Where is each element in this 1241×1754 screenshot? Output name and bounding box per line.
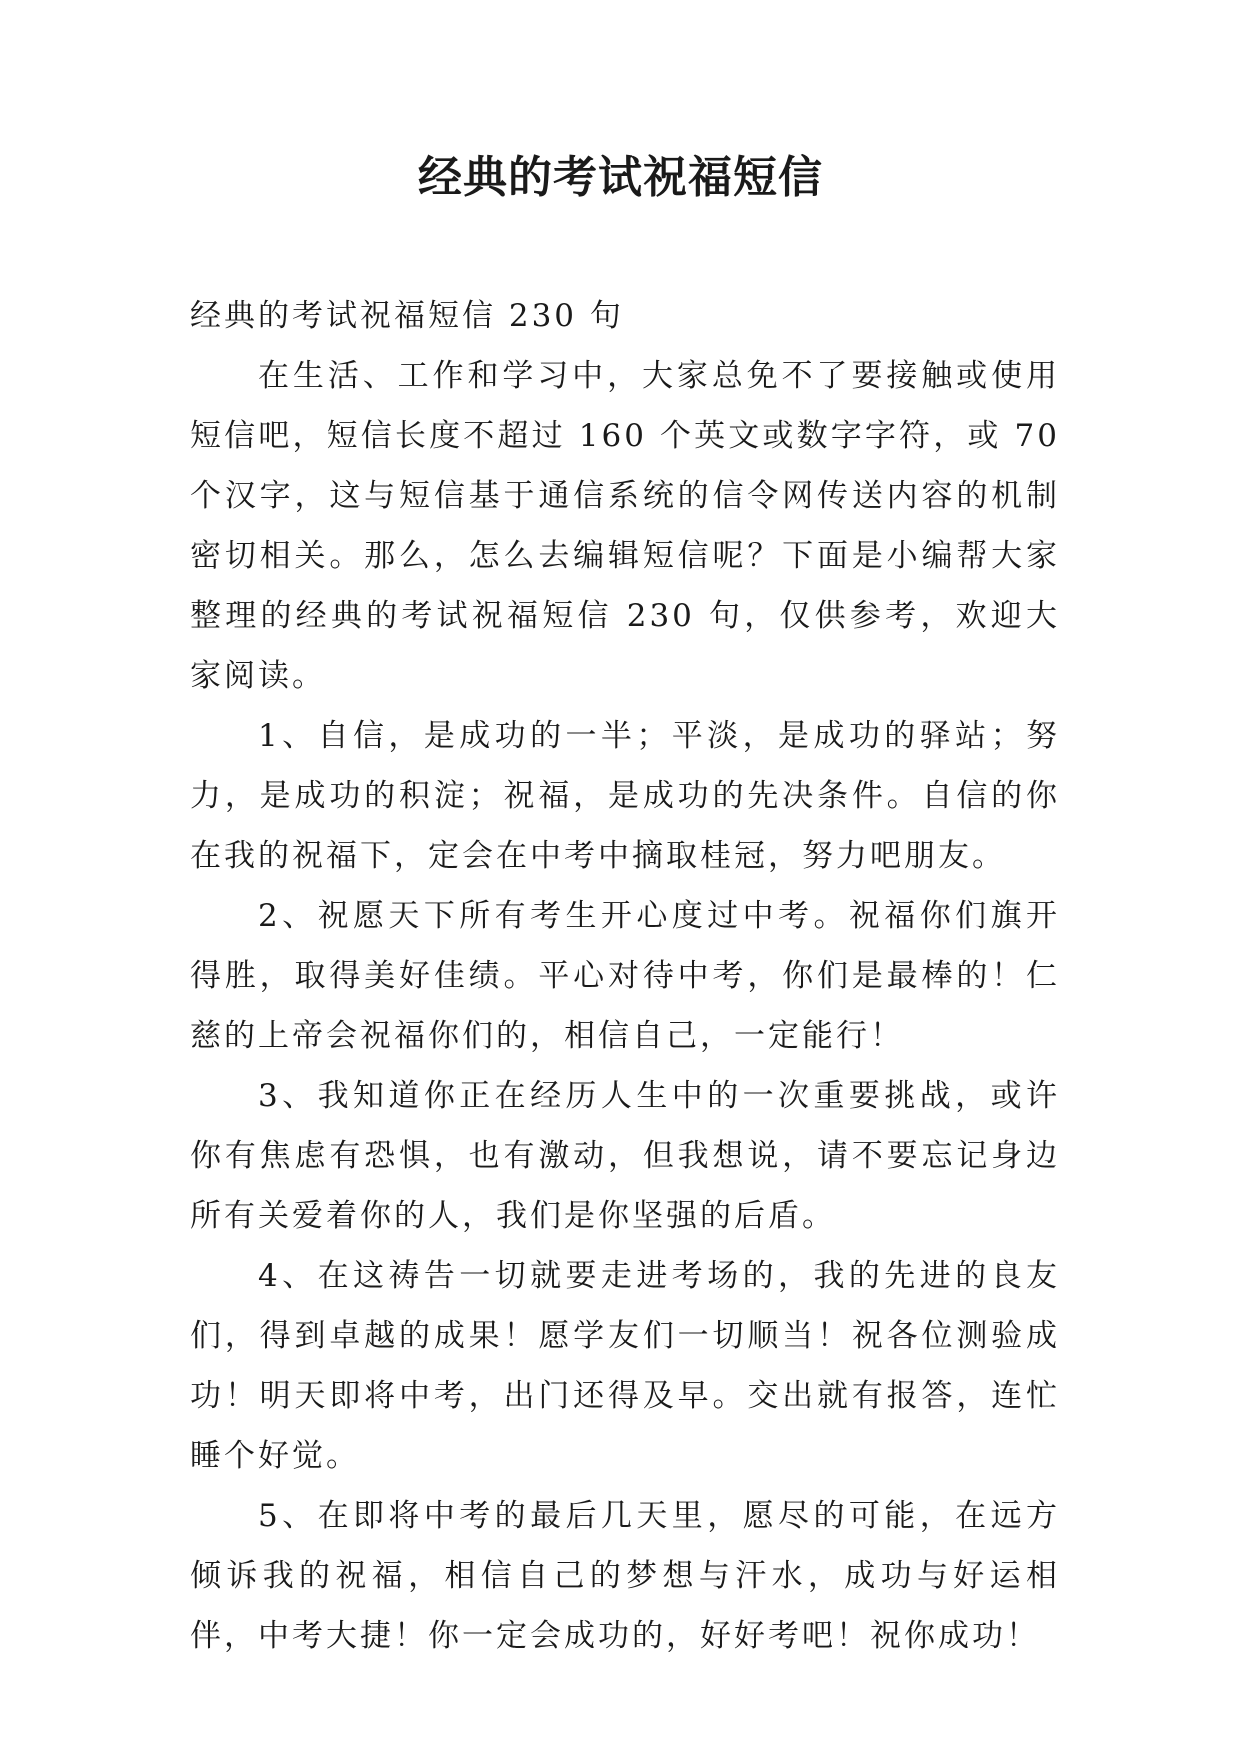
message-paragraph-1: 1、自信，是成功的一半；平淡，是成功的驿站；努力，是成功的积淀；祝福，是成功的先决条件。自信的你在我的祝福下，定会在中考中摘取桂冠，努力吧朋友。 bbox=[190, 718, 1060, 874]
document-body bbox=[190, 286, 1060, 1666]
intro-paragraph: 在生活、工作和学习中，大家总免不了要接触或使用短信吧，短信长度不超过 160 个英文或数字字符，或 70 个汉字，这与短信基于通信系统的信令网传送内容的机制密切相关。那么，怎么去编辑短信呢？下面是小编帮大家整理的经典的考试祝福短信 230 句，仅供参考，欢迎大家阅读。 bbox=[190, 358, 1060, 694]
message-paragraph-3: 3、我知道你正在经历人生中的一次重要挑战，或许你有焦虑有恐惧，也有激动，但我想说，请不要忘记身边所有关爱着你的人，我们是你坚强的后盾。 bbox=[190, 1078, 1060, 1234]
document-title: 经典的考试祝福短信 bbox=[418, 152, 823, 203]
message-paragraph-4: 4、在这祷告一切就要走进考场的，我的先进的良友们，得到卓越的成果！愿学友们一切顺当！祝各位测验成功！明天即将中考，出门还得及早。交出就有报答，连忙睡个好觉。 bbox=[190, 1258, 1060, 1474]
document-subtitle: 经典的考试祝福短信 230 句 bbox=[190, 298, 624, 334]
message-paragraph-2: 2、祝愿天下所有考生开心度过中考。祝福你们旗开得胜，取得美好佳绩。平心对待中考，你们是最棒的！仁慈的上帝会祝福你们的，相信自己，一定能行！ bbox=[190, 898, 1060, 1054]
message-paragraph-5: 5、在即将中考的最后几天里，愿尽的可能，在远方倾诉我的祝福，相信自己的梦想与汗水，成功与好运相伴，中考大捷！你一定会成功的，好好考吧！祝你成功！ bbox=[190, 1498, 1060, 1654]
